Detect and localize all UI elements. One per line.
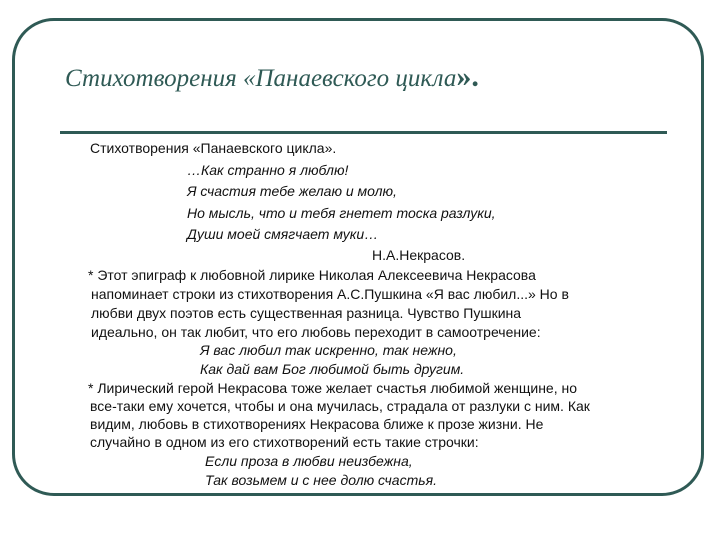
paragraph-line: все-таки ему хочется, чтобы и она мучилась, страдала от разлуки с ним. Как bbox=[90, 398, 590, 414]
epigraph-author: Н.А.Некрасов. bbox=[372, 247, 466, 263]
title-divider bbox=[60, 131, 667, 134]
quote-line: Как дай вам Бог любимой быть другим. bbox=[200, 361, 465, 377]
epigraph-line: Души моей смягчает муки… bbox=[187, 226, 379, 242]
quote-line: Если проза в любви неизбежна, bbox=[205, 453, 413, 469]
paragraph-line: любви двух поэтов есть существенная разница. Чувство Пушкина bbox=[91, 305, 522, 321]
slide-title bbox=[65, 60, 479, 94]
quote-line: Я вас любил так искренно, так нежно, bbox=[200, 342, 457, 358]
paragraph-line: идеально, он так любит, что его любовь переходит в самоотречение: bbox=[91, 324, 541, 340]
heading: Стихотворения «Панаевского цикла». bbox=[90, 140, 337, 156]
paragraph-line: напоминает строки из стихотворения А.С.Пушкина «Я вас любил...» Но в bbox=[91, 286, 569, 302]
epigraph-line: Но мысль, что и тебя гнетет тоска разлуки, bbox=[187, 205, 496, 221]
title-text: Стихотворения «Панаевского цикла bbox=[65, 65, 457, 92]
paragraph-line: * Лирический герой Некрасова тоже желает счастья любимой женщине, но bbox=[88, 380, 578, 396]
epigraph-line: …Как странно я люблю! bbox=[187, 162, 349, 178]
quote-line: Так возьмем и с нее долю счастья. bbox=[205, 472, 437, 488]
paragraph-line: * Этот эпиграф к любовной лирике Николая Алексеевича Некрасова bbox=[88, 267, 536, 283]
paragraph-line: случайно в одном из его стихотворений есть такие строчки: bbox=[90, 434, 479, 450]
epigraph-line: Я счастия тебе желаю и молю, bbox=[187, 183, 397, 199]
title-end: ». bbox=[456, 60, 479, 93]
paragraph-line: видим, любовь в стихотворениях Некрасова ближе к прозе жизни. Не bbox=[90, 416, 544, 432]
